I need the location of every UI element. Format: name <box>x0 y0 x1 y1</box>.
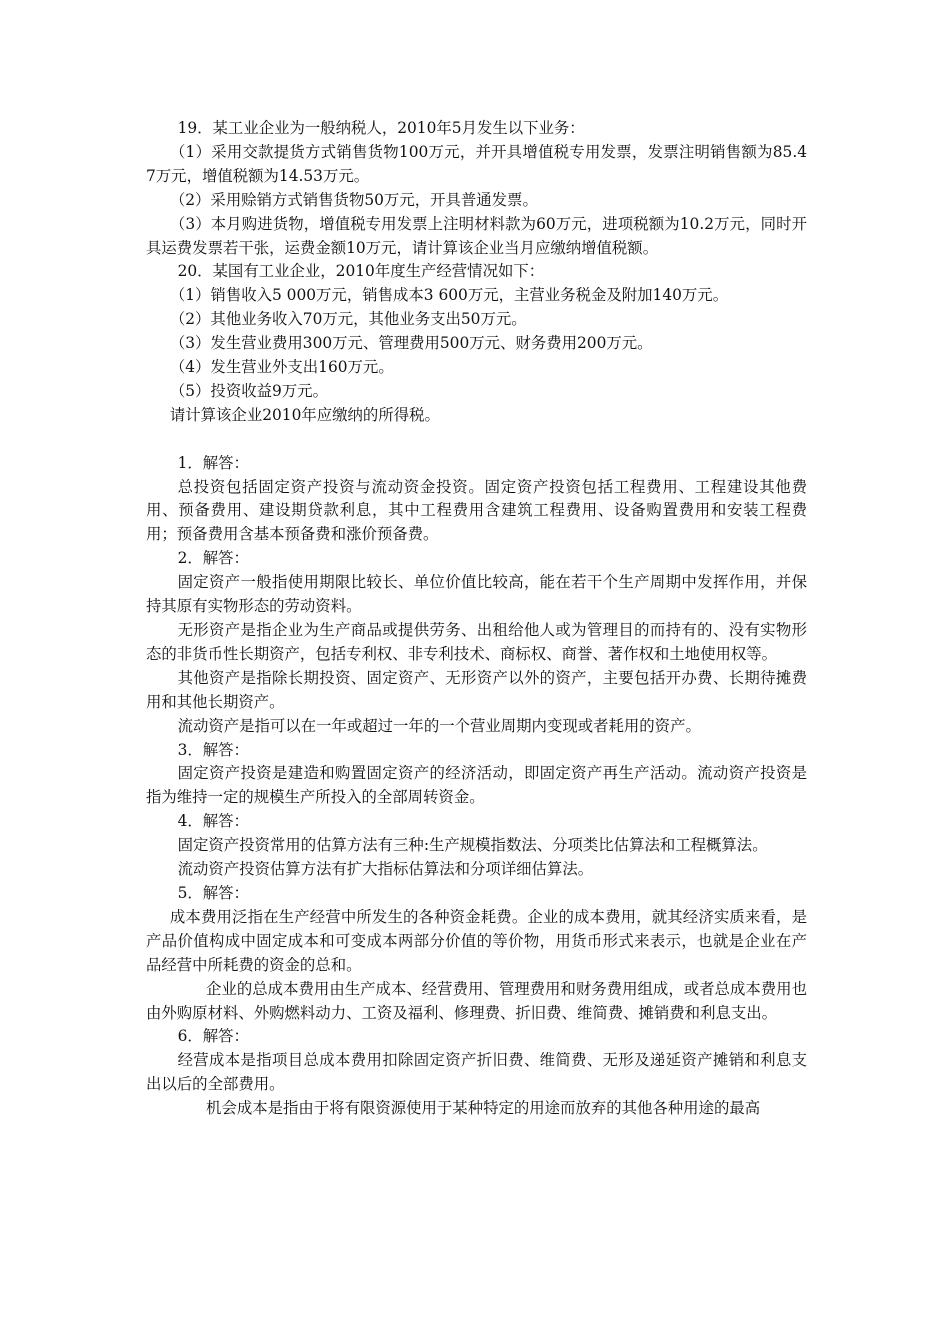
question-20-item-4: （4）发生营业外支出160万元。 <box>169 358 394 377</box>
question-20-item-1: （1）销售收入5 000万元，销售成本3 600万元，主营业务税金及附加140万元。 <box>169 286 729 305</box>
question-20-item-3: （3）发生营业费用300万元、管理费用500万元、财务费用200万元。 <box>169 334 653 353</box>
answer-3-heading: 3．解答： <box>177 740 249 759</box>
answer-4-heading: 4．解答： <box>177 812 249 831</box>
answer-5-heading: 5．解答： <box>177 883 249 902</box>
answer-1-heading: 1．解答： <box>177 453 249 472</box>
answer-5-total-cost: 企业的总成本费用由生产成本、经营费用、管理费用和财务费用组成，或者总成本费用也由外购原材料、外购燃料动力、工资及福利、修理费、折旧费、维简费、摊销费和利息支出。 <box>146 979 807 1022</box>
question-19-item-1: （1）采用交款提货方式销售货物100万元，并开具增值税专用发票，发票注明销售额为85.47万元，增值税额为14.53万元。 <box>146 142 807 185</box>
answer-1-text: 总投资包括固定资产投资与流动资金投资。固定资产投资包括工程费用、工程建设其他费用、预备费用、建设期贷款利息，其中工程费用含建筑工程费用、设备购置费用和安装工程费用；预备费用含基本预备费和涨价预备费。 <box>146 477 807 544</box>
question-20-title: 20．某国有工业企业，2010年度生产经营情况如下： <box>177 262 545 281</box>
answer-6-operating-cost: 经营成本是指项目总成本费用扣除固定资产折旧费、维简费、无形及递延资产摊销和利息支出以后的全部费用。 <box>146 1051 807 1094</box>
answer-6-opportunity-cost: 机会成本是指由于将有限资源使用于某种特定的用途而放弃的其他各种用途的最高 <box>206 1099 761 1118</box>
question-20-item-5: （5）投资收益9万元。 <box>169 381 328 400</box>
answer-5-cost-definition: 成本费用泛指在生产经营中所发生的各种资金耗费。企业的成本费用，就其经济实质来看，是产品价值构成中固定成本和可变成本两部分价值的等价物，用货币形式来表示，也就是企业在产品经营中所耗费的资金的总和。 <box>146 907 807 974</box>
answer-2-heading: 2．解答： <box>177 549 249 568</box>
question-20-prompt: 请计算该企业2010年应缴纳的所得税。 <box>169 405 440 424</box>
answer-2-fixed-assets: 固定资产一般指使用期限比较长、单位价值比较高，能在若干个生产周期中发挥作用，并保持其原有实物形态的劳动资料。 <box>146 573 807 616</box>
answer-4-fixed-methods: 固定资产投资常用的估算方法有三种:生产规模指数法、分项类比估算法和工程概算法。 <box>177 836 768 855</box>
answer-4-current-methods: 流动资产投资估算方法有扩大指标估算法和分项详细估算法。 <box>177 860 594 879</box>
answer-2-intangible-assets: 无形资产是指企业为生产商品或提供劳务、出租给他人或为管理目的而持有的、没有实物形态的非货币性长期资产，包括专利权、非专利技术、商标权、商誉、著作权和土地使用权等。 <box>146 621 807 663</box>
question-19-title: 19．某工业企业为一般纳税人，2010年5月发生以下业务： <box>177 119 585 137</box>
answer-2-current-assets: 流动资产是指可以在一年或超过一年的一个营业周期内变现或者耗用的资产。 <box>177 716 701 735</box>
document-body <box>146 117 807 1121</box>
answer-6-heading: 6．解答： <box>177 1027 249 1046</box>
question-20-item-2: （2）其他业务收入70万元，其他业务支出50万元。 <box>169 310 527 329</box>
answer-3-text: 固定资产投资是建造和购置固定资产的经济活动，即固定资产再生产活动。流动资产投资是指为维持一定的规模生产所投入的全部周转资金。 <box>146 764 807 807</box>
question-19-item-3: （3）本月购进货物，增值税专用发票上注明材料款为60万元，进项税额为10.2万元，同时开具运费发票若干张，运费金额10万元，请计算该企业当月应缴纳增值税额。 <box>146 214 807 257</box>
section-gap <box>146 428 807 452</box>
question-19-item-2: （2）采用赊销方式销售货物50万元，开具普通发票。 <box>169 190 538 209</box>
answer-2-other-assets: 其他资产是指除长期投资、固定资产、无形资产以外的资产，主要包括开办费、长期待摊费用和其他长期资产。 <box>146 668 807 711</box>
